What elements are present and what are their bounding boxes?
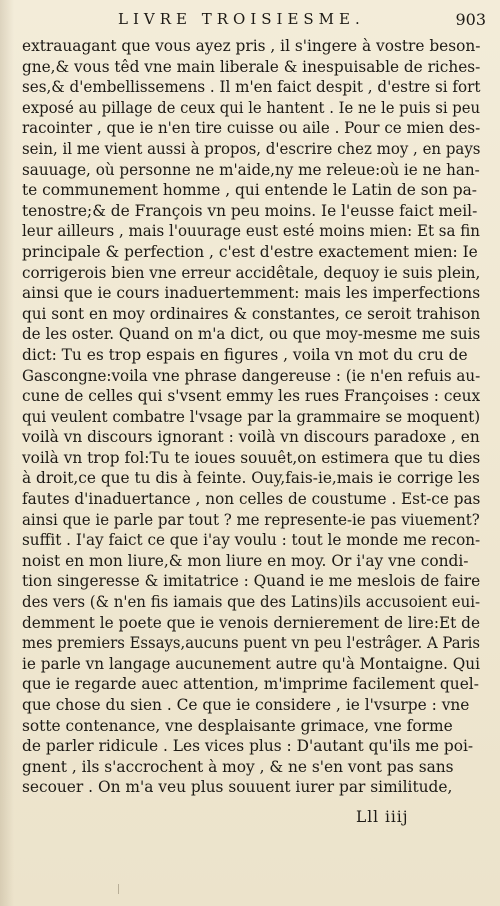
text-line: tenostre;& de François vn peu moins. Ie l'eusse faict meil- <box>22 201 478 220</box>
text-line: mes premiers Essays,aucuns puent vn peu l'estrâger. A Paris <box>22 634 481 653</box>
page-header <box>118 8 490 34</box>
page-number: 903 <box>455 10 486 29</box>
text-line: que chose du sien . Ce que ie considere , ie l'vsurpe : vne <box>22 696 470 714</box>
text-line: de parler ridicule . Les vices plus : D'autant qu'ils me poi- <box>22 737 474 756</box>
text-line: sein, il me vient aussi à propos, d'escrire chez moy , en pays <box>22 139 481 158</box>
text-line: noist en mon liure,& mon liure en moy. Or i'ay vne condi- <box>22 551 469 570</box>
text-line: tion singeresse & imitatrice : Quand ie me meslois de faire <box>22 572 481 591</box>
text-line: racointer , que ie n'en tire cuisse ou aile . Pour ce mien des- <box>22 119 481 138</box>
text-line: fautes d'inaduertance , non celles de coustume . Est-ce pas <box>22 490 481 509</box>
text-line: exposé au pillage de ceux qui le hantent . Ie ne le puis si peu <box>22 98 481 117</box>
body-text <box>22 36 480 798</box>
text-line: ses,& d'embellissemens . Il m'en faict despit , d'estre si fort <box>22 78 481 97</box>
signature-mark: Lll iiij <box>356 808 409 826</box>
text-line: gne,& vous têd vne main liberale & inespuisable de riches- <box>22 57 481 76</box>
text-line: que ie regarde auec attention, m'imprime facilement quel- <box>22 675 479 694</box>
text-line: corrigerois bien vne erreur accidêtale, dequoy ie suis plein, <box>22 263 481 282</box>
text-line: des vers (& n'en fis iamais que des Latins)ils accusoient eui- <box>22 593 481 612</box>
text-line: de les oster. Quand on m'a dict, ou que moy-mesme me suis <box>22 325 481 344</box>
text-line: demment le poete que ie venois dernierement de lire:Et de <box>22 613 481 632</box>
text-line: principale & perfection , c'est d'estre exactement mien: Ie <box>22 242 478 261</box>
text-line: voilà vn discours ignorant : voilà vn discours paradoxe , en <box>22 428 480 447</box>
text-line: extrauagant que vous ayez pris , il s'ingere à vostre beson- <box>22 37 481 55</box>
text-line: secouer . On m'a veu plus souuent iurer par similitude, <box>22 778 453 797</box>
text-line: dict: Tu es trop espais en figures , voila vn mot du cru de <box>22 345 468 364</box>
text-line: sauuage, où personne ne m'aide,ny me releue:où ie ne han- <box>22 160 480 179</box>
text-line: voilà vn trop fol:Tu te ioues souuêt,on estimera que tu dies <box>22 448 481 467</box>
text-line: suffit . I'ay faict ce que i'ay voulu : tout le monde me recon- <box>22 531 481 550</box>
gutter-shadow <box>0 0 14 906</box>
text-line: qui sont en moy ordinaires & constantes, ce seroit trahison <box>22 304 481 323</box>
text-line: ainsi que ie parle par tout ? me represente-ie pas viuement? <box>22 510 480 529</box>
text-line: ie parle vn langage aucunement autre qu'à Montaigne. Qui <box>22 654 480 673</box>
text-line: qui veulent combatre l'vsage par la grammaire se moquent) <box>22 407 481 426</box>
text-line: sotte contenance, vne desplaisante grimace, vne forme <box>22 716 453 735</box>
text-line: cune de celles qui s'vsent emmy les rues Françoises : ceux <box>22 387 481 406</box>
paper-crease <box>118 884 125 894</box>
running-title: LIVRE TROISIESME. <box>118 10 365 28</box>
text-line: ainsi que ie cours inaduertemment: mais les imperfections <box>22 284 481 303</box>
text-line: leur ailleurs , mais l'ouurage eust esté moins mien: Et sa fin <box>22 222 480 241</box>
text-line: gnent , ils s'accrochent à moy , & ne s'en vont pas sans <box>22 757 454 776</box>
text-line: Gascongne:voila vne phrase dangereuse : (ie n'en refuis au- <box>22 366 481 385</box>
text-line: te communement homme , qui entende le Latin de son pa- <box>22 181 477 200</box>
text-line: à droit,ce que tu dis à feinte. Ouy,fais-ie,mais ie corrige les <box>22 469 480 488</box>
